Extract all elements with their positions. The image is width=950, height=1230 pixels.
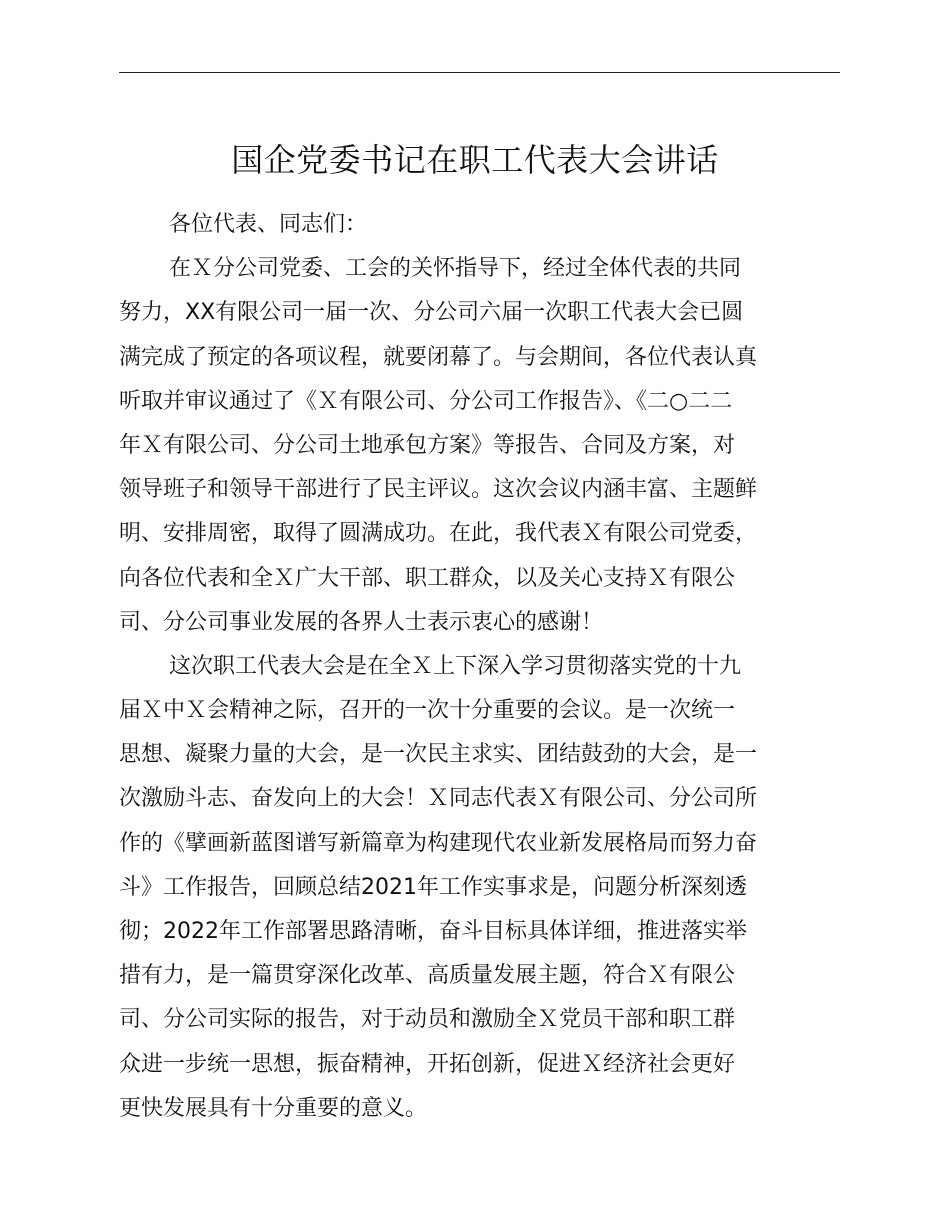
paragraph-2-line-11: 更快发展具有十分重要的意义。 bbox=[119, 1095, 428, 1121]
paragraph-2-line-10: 众进一步统一思想，振奋精神，开拓创新，促进Ｘ经济社会更好 bbox=[119, 1051, 736, 1077]
paragraph-1-line-1: 在Ｘ分公司党委、工会的关怀指导下，经过全体代表的共同 bbox=[169, 256, 742, 282]
paragraph-2-line-5: 作的《擘画新蓝图谱写新篇章为构建现代农业新发展格局而努力奋 bbox=[119, 830, 758, 856]
paragraph-2-line-7: 彻；2022年工作部署思路清晰，奋斗目标具体详细，推进落实举 bbox=[119, 919, 747, 944]
paragraph-2-line-6: 斗》工作报告，回顾总结2021年工作实事求是，问题分析深刻透 bbox=[119, 874, 747, 900]
paragraph-1-line-3: 满完成了预定的各项议程，就要闭幕了。与会期间，各位代表认真 bbox=[119, 344, 758, 370]
paragraph-2-line-4: 次激励斗志、奋发向上的大会！Ｘ同志代表Ｘ有限公司、分公司所 bbox=[119, 786, 758, 812]
document-title: 国企党委书记在职工代表大会讲话 bbox=[231, 141, 719, 179]
paragraph-2-line-9: 司、分公司实际的报告，对于动员和激励全Ｘ党员干部和职工群 bbox=[119, 1007, 736, 1033]
paragraph-1-line-7: 明、安排周密，取得了圆满成功。在此，我代表Ｘ有限公司党委， bbox=[119, 521, 758, 547]
paragraph-2-line-3: 思想、凝聚力量的大会，是一次民主求实、团结鼓劲的大会，是一 bbox=[119, 742, 758, 768]
paragraph-1-line-5: 年Ｘ有限公司、分公司土地承包方案》等报告、合同及方案，对 bbox=[119, 432, 736, 458]
paragraph-1-line-6: 领导班子和领导干部进行了民主评议。这次会议内涵丰富、主题鲜 bbox=[119, 477, 758, 503]
paragraph-2-line-2: 届Ｘ中Ｘ会精神之际，召开的一次十分重要的会议。是一次统一 bbox=[119, 698, 736, 724]
paragraph-1-line-9: 司、分公司事业发展的各界人士表示衷心的感谢！ bbox=[119, 609, 604, 635]
paragraph-1-line-2: 努力，XX有限公司一届一次、分公司六届一次职工代表大会已圆 bbox=[119, 300, 744, 326]
salutation-line: 各位代表、同志们： bbox=[169, 212, 368, 237]
document-body bbox=[119, 203, 840, 1131]
header-rule bbox=[119, 72, 840, 73]
paragraph-2-line-1: 这次职工代表大会是在全Ｘ上下深入学习贯彻落实党的十九 bbox=[169, 653, 742, 679]
paragraph-2-line-8: 措有力，是一篇贯穿深化改革、高质量发展主题，符合Ｘ有限公 bbox=[119, 963, 736, 989]
paragraph-1-line-8: 向各位代表和全Ｘ广大干部、职工群众，以及关心支持Ｘ有限公 bbox=[119, 565, 736, 591]
paragraph-1-line-4: 听取并审议通过了《Ｘ有限公司、分公司工作报告》、《二○二二 bbox=[119, 388, 733, 414]
